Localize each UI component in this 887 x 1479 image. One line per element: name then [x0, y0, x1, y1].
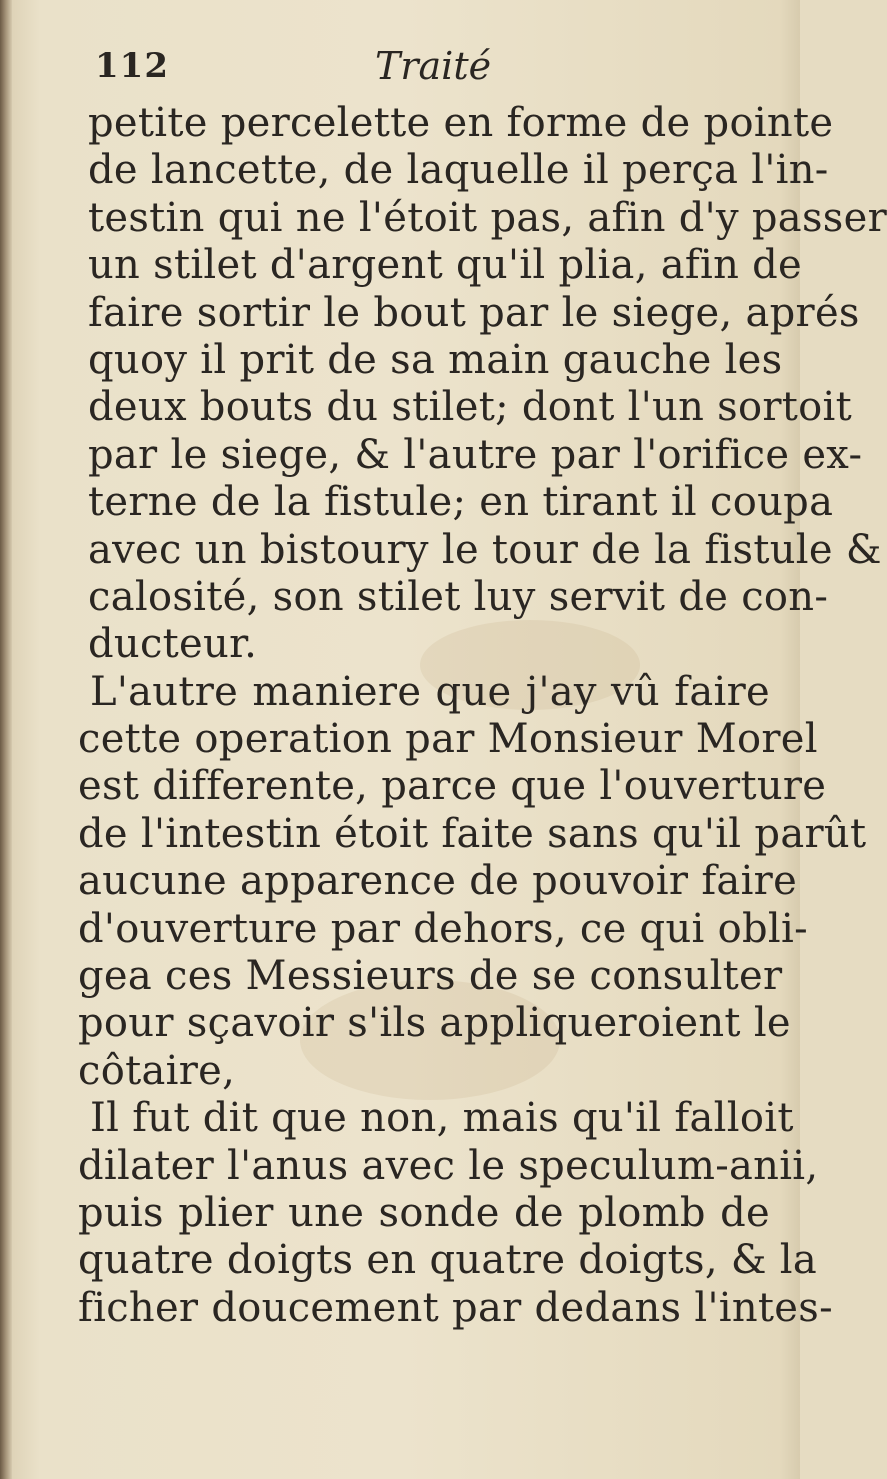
text-line: Il fut dit que non, mais qu'il falloit [90, 1095, 794, 1142]
text-line: aucune apparence de pouvoir faire [78, 858, 798, 905]
text-line: un stilet d'argent qu'il plia, afin de [88, 242, 803, 289]
text-line: faire sortir le bout par le siege, aprés [88, 289, 860, 336]
text-line: de l'intestin étoit faite sans qu'il parût [78, 810, 867, 857]
text-line: testin qui ne l'étoit pas, afin d'y passer [88, 194, 887, 241]
text-line: gea ces Messieurs de se consulter [78, 953, 783, 1000]
page-binding-edge [0, 0, 12, 1479]
text-line: quatre doigts en quatre doigts, & la [78, 1237, 818, 1284]
text-line: cette operation par Monsieur Morel [78, 716, 818, 763]
text-line: pour sçavoir s'ils appliqueroient le [78, 1000, 791, 1047]
text-line: ficher doucement par dedans l'intes- [78, 1284, 833, 1331]
text-line: puis plier une sonde de plomb de [78, 1189, 770, 1236]
text-line: de lancette, de laquelle il perça l'in- [88, 147, 829, 194]
text-line: deux bouts du stilet; dont l'un sortoit [88, 384, 853, 431]
text-line: ducteur. [88, 621, 258, 668]
text-line: calosité, son stilet luy servit de con- [88, 573, 829, 620]
text-line: est differente, parce que l'ouverture [78, 763, 827, 810]
text-line: dilater l'anus avec le speculum-anii, [78, 1142, 819, 1189]
text-line: petite percelette en forme de pointe [88, 100, 834, 146]
text-line: L'autre maniere que j'ay vû faire [90, 668, 770, 715]
text-line: quoy il prit de sa main gauche les [88, 336, 783, 383]
text-line: terne de la fistule; en tirant il coupa [88, 479, 834, 526]
running-title: Traité [375, 44, 492, 88]
page-number: 112 [95, 46, 169, 86]
text-line: côtaire, [78, 1047, 236, 1094]
text-line: d'ouverture par dehors, ce qui obli- [78, 905, 808, 952]
text-line: avec un bistoury le tour de la fistule & [88, 526, 882, 573]
text-line: par le siege, & l'autre par l'orifice ex- [88, 431, 863, 478]
body-text [60, 100, 887, 1332]
page-header [95, 40, 705, 100]
